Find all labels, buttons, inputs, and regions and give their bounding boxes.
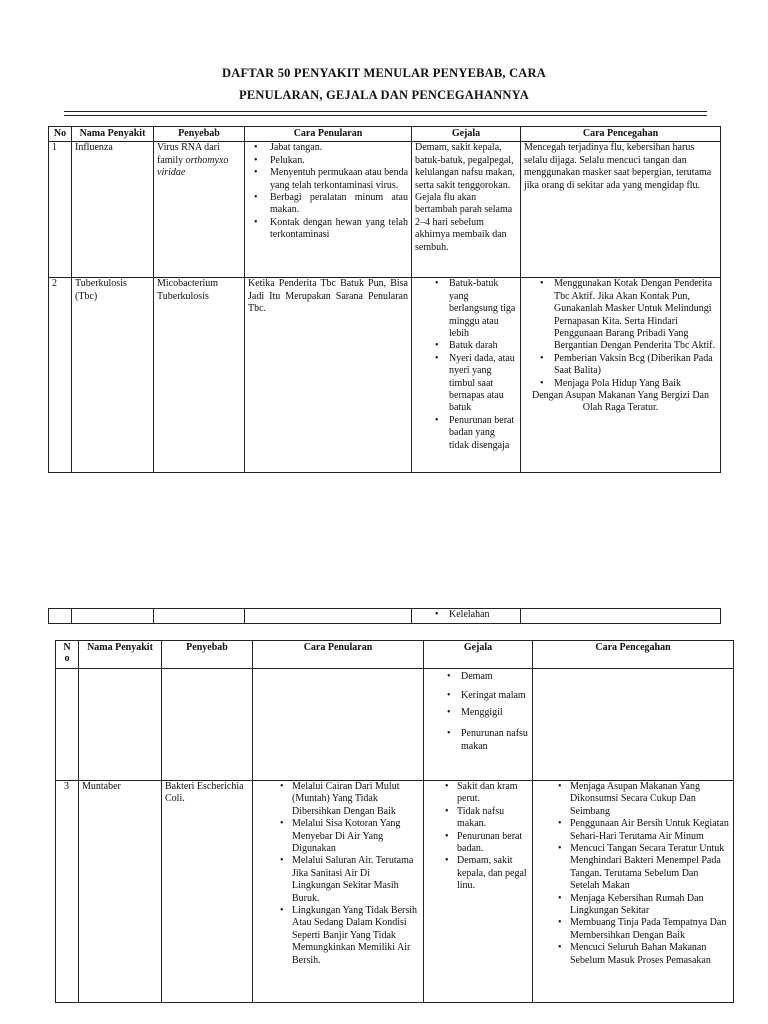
list-item: • Penurunan berat badan. <box>439 831 529 856</box>
header-nama-penyakit: Nama Penyakit <box>72 127 154 142</box>
cell-no: 2 <box>49 278 72 473</box>
gejala-list <box>427 671 529 753</box>
cell-cara-penularan <box>253 669 424 781</box>
list-item: • Kontak dengan hewan yang telah terkontaminasi <box>248 217 408 242</box>
cell-penyebab <box>162 669 253 781</box>
cell-nama-penyakit: Influenza <box>72 142 154 278</box>
list-item: • Kelelahan <box>429 609 517 621</box>
cell-cara-pencegahan: Mencegah terjadinya flu, kebersihan harus selalu dijaga. Selalu mencuci tangan dan menggunakan masker saat bepergian, terutama jika orang di sekitar ada yang mengidap flu. <box>521 142 721 278</box>
list-item: • Pelukan. <box>248 155 408 167</box>
cell-gejala: Demam, sakit kepala, batuk-batuk, pegalpegal, kelulangan nafsu makan, serta sakit tenggorokan. Gejala flu akan bertambah parah selama 2–4 hari sebelum akhirnya membaik dan sembuh. <box>412 142 521 278</box>
cell-nama-penyakit: Muntaber <box>79 781 162 1003</box>
list-item: • Mencuci Tangan Secara Teratur Untuk Menghindari Bakteri Menempel Pada Tangan. Terutama Sebelum Dan Setelah Makan <box>552 843 730 893</box>
disease-table-1 <box>48 126 721 473</box>
pencegahan-continuation: Dengan Asupan Makanan Yang Bergizi Dan Olah Raga Teratur. <box>531 390 709 414</box>
disease-table-2 <box>55 640 734 1003</box>
header-no-o: o <box>64 653 70 664</box>
penularan-list <box>248 142 408 241</box>
cell-cara-penularan: Ketika Penderita Tbc Batuk Pun, Bisa Jadi Itu Merupakan Sarana Penularan Tbc. <box>245 278 412 473</box>
header-penyebab: Penyebab <box>154 127 245 142</box>
header-gejala: Gejala <box>424 641 533 669</box>
cell-cara-penularan <box>245 142 412 278</box>
cell-penyebab <box>154 142 245 278</box>
cell-cara-pencegahan <box>533 781 734 1003</box>
list-item: • Demam <box>441 671 529 683</box>
cell-cara-pencegahan <box>521 609 721 624</box>
header-penyebab: Penyebab <box>162 641 253 669</box>
cell-gejala <box>424 669 533 781</box>
header-gejala: Gejala <box>412 127 521 142</box>
header-cara-pencegahan: Cara Pencegahan <box>533 641 734 669</box>
table-row-influenza <box>49 142 721 278</box>
list-item: • Menggunakan Kotak Dengan Penderita Tbc Aktif. Jika Akan Kontak Pun, Gunakanlah Masker Untuk Melindungi Pernapasan Kita. Serta Hindari Penggunaan Barang Pribadi Yang Bergantian Dengan Penderita Tbc Aktif. <box>534 278 717 352</box>
list-item: • Pemberian Vaksin Bcg (Diberikan Pada Saat Balita) <box>534 353 717 378</box>
cell-gejala <box>424 781 533 1003</box>
gejala-list <box>415 278 517 452</box>
list-item: • Penurunan nafsu makan <box>441 728 529 753</box>
list-item: • Jabat tangan. <box>248 142 408 154</box>
list-item: • Menyentuh permukaan atau benda yang telah terkontaminasi virus. <box>248 167 408 192</box>
list-item: • Penurunan berat badan yang tidak disengaja <box>429 415 517 452</box>
penyebab-text: Virus RNA dari family <box>157 142 220 166</box>
pencegahan-list <box>524 278 717 390</box>
table-row-tbc-continued <box>49 609 721 624</box>
header-cara-pencegahan: Cara Pencegahan <box>521 127 721 142</box>
page-title-line-2: PENULARAN, GEJALA DAN PENCEGAHANNYA <box>239 88 529 102</box>
list-item: • Mencuci Seluruh Bahan Makanan Sebelum Masuk Proses Pemasakan <box>552 942 730 967</box>
list-item: • Demam, sakit kepala, dan pegal linu. <box>439 855 529 892</box>
header-nama-penyakit: Nama Penyakit <box>79 641 162 669</box>
header-cara-penularan: Cara Penularan <box>253 641 424 669</box>
list-item: • Menjaga Pola Hidup Yang Baik <box>534 378 717 390</box>
header-no-n: N <box>63 642 71 653</box>
list-item: • Menjaga Asupan Makanan Yang Dikonsumsi Secara Cukup Dan Seimbang <box>552 781 730 818</box>
pencegahan-list <box>536 781 730 967</box>
cell-penyebab <box>154 609 245 624</box>
list-item: • Nyeri dada, atau nyeri yang timbul saat bernapas atau batuk <box>429 353 517 415</box>
list-item: • Menggigil <box>441 707 529 719</box>
list-item: • Penggunaan Air Bersih Untuk Kegiatan Sehari-Hari Terutama Air Minum <box>552 818 730 843</box>
list-item: • Melalui Cairan Dari Mulut (Muntah) Yang Tidak Dibersihkan Dengan Baik <box>274 781 420 818</box>
list-item: • Membuang Tinja Pada Tempatnya Dan Membersihkan Dengan Baik <box>552 917 730 942</box>
header-no: No <box>49 127 72 142</box>
header-no <box>56 641 79 669</box>
header-cara-penularan: Cara Penularan <box>245 127 412 142</box>
cell-penyebab: Bakteri Escherichia Coli. <box>162 781 253 1003</box>
title-divider <box>64 111 707 112</box>
cell-cara-pencegahan <box>521 278 721 473</box>
list-item: • Tidak nafsu makan. <box>439 806 529 831</box>
cell-gejala <box>412 609 521 624</box>
cell-no <box>49 609 72 624</box>
gejala-list <box>427 781 529 893</box>
cell-gejala <box>412 278 521 473</box>
list-item: • Batuk-batuk yang berlangsung tiga minggu atau lebih <box>429 278 517 340</box>
table-row-muntaber <box>56 781 734 1003</box>
cell-nama-penyakit: Tuberkulosis (Tbc) <box>72 278 154 473</box>
list-item: • Lingkungan Yang Tidak Bersih Atau Sedang Dalam Kondisi Seperti Banjir Yang Tidak Memungkinkan Memiliki Air Bersih. <box>274 905 420 967</box>
disease-table-continuation <box>48 608 721 624</box>
list-item: • Berbagi peralatan minum atau makan. <box>248 192 408 217</box>
list-item: • Sakit dan kram perut. <box>439 781 529 806</box>
cell-nama-penyakit <box>79 669 162 781</box>
list-item: • Melalui Sisa Kotoran Yang Menyebar Di Air Yang Digunakan <box>274 818 420 855</box>
title-divider <box>64 115 707 116</box>
cell-no <box>56 669 79 781</box>
table-row-tbc-continued <box>56 669 734 781</box>
cell-cara-pencegahan <box>533 669 734 781</box>
list-item: • Keringat malam <box>441 690 529 702</box>
list-item: • Melalui Saluran Air. Terutama Jika Sanitasi Air Di Lingkungan Sekitar Masih Buruk. <box>274 855 420 905</box>
list-item: • Menjaga Kebersihan Rumah Dan Lingkungan Sekitar <box>552 893 730 918</box>
cell-no: 3 <box>56 781 79 1003</box>
penularan-list <box>256 781 420 967</box>
cell-cara-penularan <box>253 781 424 1003</box>
cell-cara-penularan <box>245 609 412 624</box>
penyebab-italic: orthomyxo viridae <box>157 154 229 179</box>
cell-nama-penyakit <box>72 609 154 624</box>
table-header-row <box>49 127 721 142</box>
table-row-tbc <box>49 278 721 473</box>
page-title-line-1: DAFTAR 50 PENYAKIT MENULAR PENYEBAB, CARA <box>222 66 546 80</box>
cell-penyebab: Micobacterium Tuberkulosis <box>154 278 245 473</box>
list-item: • Batuk darah <box>429 340 517 352</box>
gejala-list <box>415 609 517 621</box>
cell-no: 1 <box>49 142 72 278</box>
table-header-row <box>56 641 734 669</box>
